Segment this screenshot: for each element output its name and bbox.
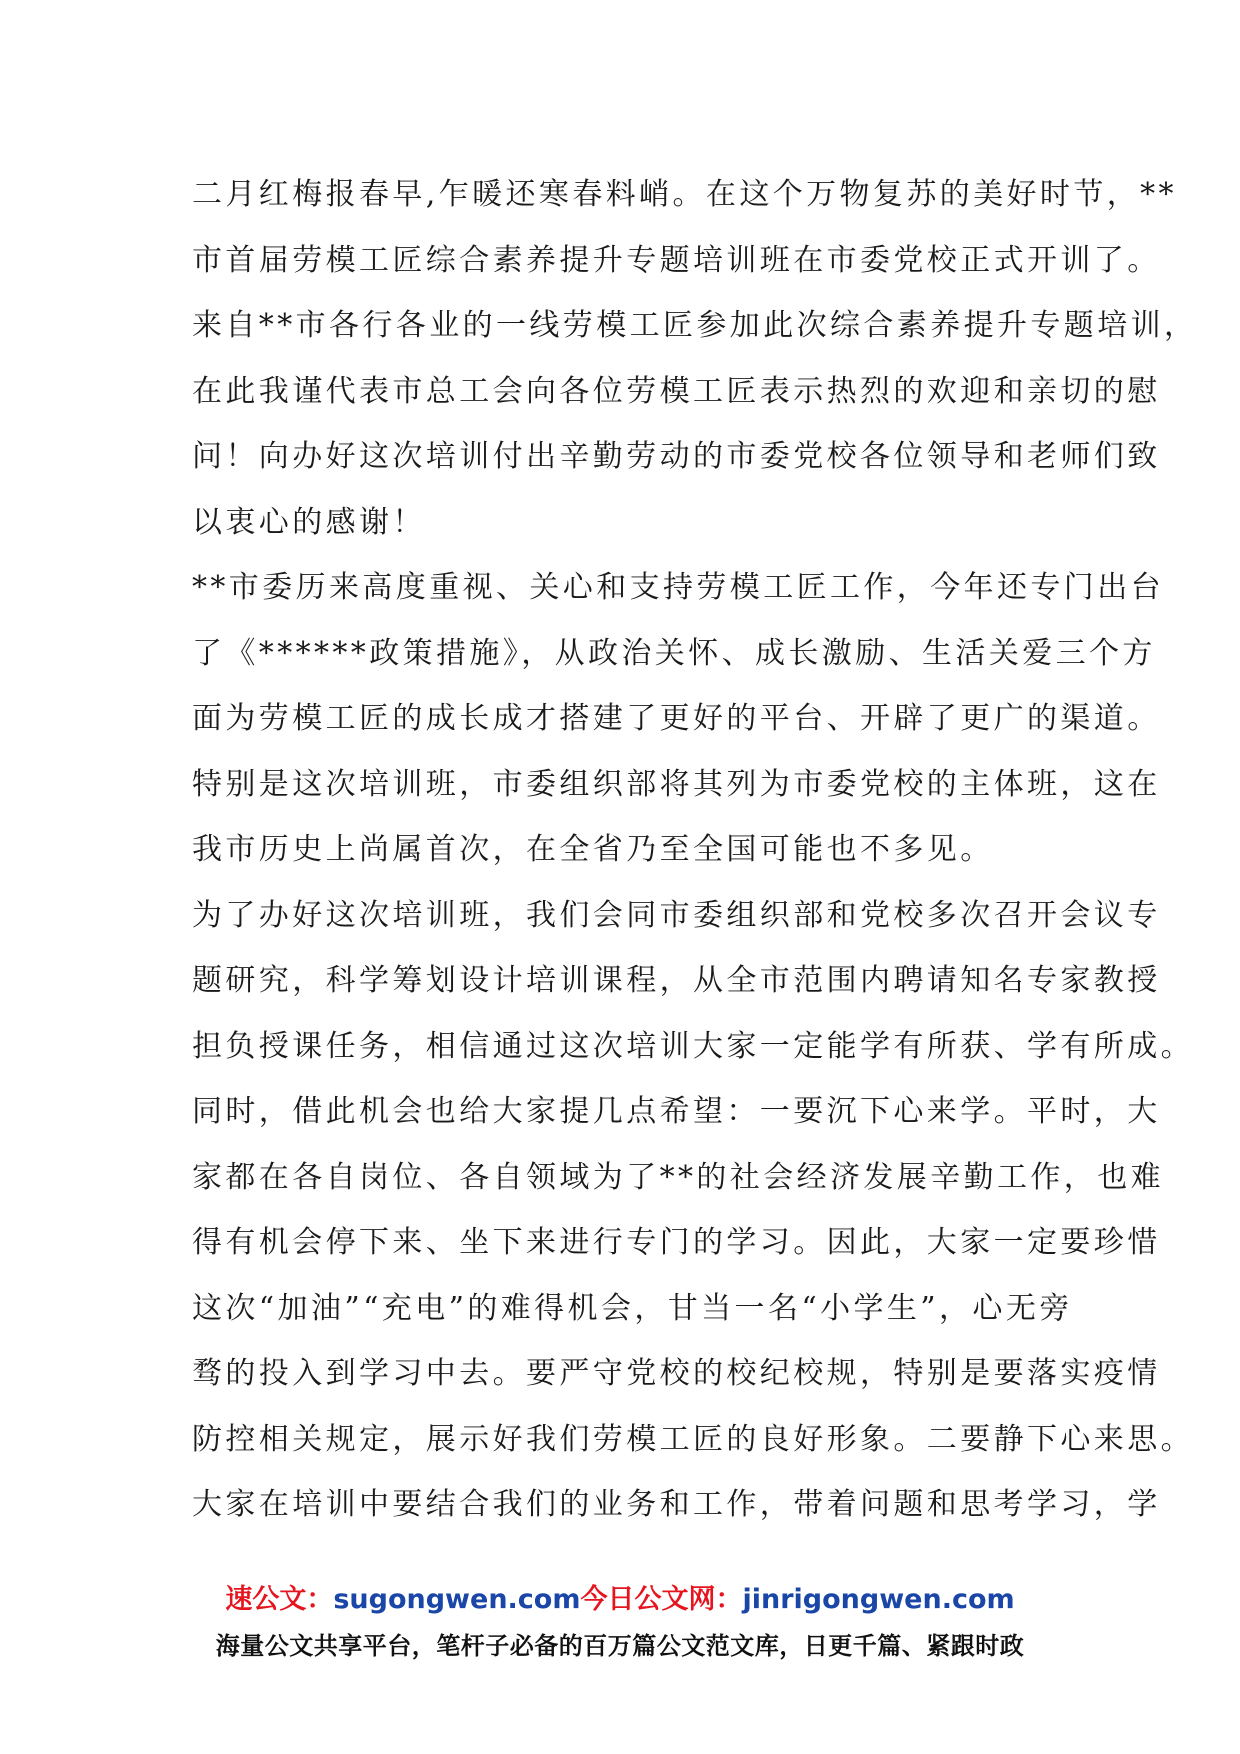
- text-line: 同时，借此机会也给大家提几点希望：一要沉下心来学。平时，大: [192, 1094, 1161, 1129]
- text-line: **市委历来高度重视、关心和支持劳模工匠工作，今年还专门出台: [192, 570, 1164, 605]
- text-line: 这次“加油”“充电”的难得机会，甘当一名“小学生”，心无旁: [192, 1290, 1073, 1326]
- document-body: [192, 162, 1198, 1538]
- text-line: 市首届劳模工匠综合素养提升专题培训班在市委党校正式开训了。: [192, 242, 1161, 278]
- footer-links: [0, 1582, 1240, 1618]
- text-line: 大家在培训中要结合我们的业务和工作，带着问题和思考学习，学: [192, 1487, 1161, 1522]
- text-line: 面为劳模工匠的成长成才搭建了更好的平台、开辟了更广的渠道。: [192, 701, 1161, 736]
- text-line: 防控相关规定，展示好我们劳模工匠的良好形象。二要静下心来思。: [192, 1421, 1194, 1457]
- text-line: 了《******政策措施》，从政治关怀、成长激励、生活关爱三个方: [192, 635, 1156, 671]
- footer-slogan: 海量公文共享平台，笔杆子必备的百万篇公文范文库，日更千篇、紧跟时政: [215, 1632, 1025, 1660]
- text-line: 为了办好这次培训班，我们会同市委组织部和党校多次召开会议专: [192, 897, 1161, 933]
- text-line: 来自**市各行各业的一线劳模工匠参加此次综合素养提升专题培训，: [192, 308, 1198, 343]
- site2-label: 今日公文网：: [580, 1584, 743, 1615]
- site1-link[interactable]: sugongwen.com: [333, 1584, 581, 1615]
- text-line: 在此我谨代表市总工会向各位劳模工匠表示热烈的欢迎和亲切的慰: [192, 373, 1161, 409]
- text-line: 担负授课任务，相信通过这次培训大家一定能学有所获、学有所成。: [192, 1028, 1194, 1064]
- site2-link[interactable]: jinrigongwen.com: [742, 1584, 1015, 1615]
- text-line: 问！向办好这次培训付出辛勤劳动的市委党校各位领导和老师们致: [192, 439, 1161, 474]
- text-line: 题研究，科学筹划设计培训课程，从全市范围内聘请知名专家教授: [192, 963, 1161, 998]
- site1-label: 速公文：: [225, 1584, 334, 1615]
- text-line: 得有机会停下来、坐下来进行专门的学习。因此，大家一定要珍惜: [192, 1225, 1161, 1260]
- text-line: 骛的投入到学习中去。要严守党校的校纪校规，特别是要落实疫情: [192, 1356, 1161, 1391]
- text-line: 二月红梅报春早,乍暖还寒春料峭。在这个万物复苏的美好时节，**: [192, 177, 1177, 212]
- text-line: 特别是这次培训班，市委组织部将其列为市委党校的主体班，这在: [192, 766, 1161, 802]
- text-line: 以衷心的感谢！: [192, 504, 426, 540]
- text-line: 家都在各自岗位、各自领域为了**的社会经济发展辛勤工作，也难: [192, 1159, 1164, 1195]
- text-line: 我市历史上尚属首次，在全省乃至全国可能也不多见。: [192, 832, 994, 867]
